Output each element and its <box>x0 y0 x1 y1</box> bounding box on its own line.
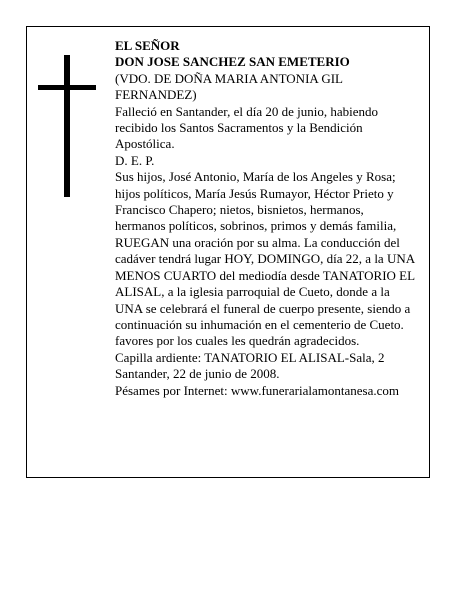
widow-line: (VDO. DE DOÑA MARIA ANTONIA GIL FERNANDEZ) <box>115 70 343 103</box>
dep-line: D. E. P. <box>115 152 155 168</box>
death-announcement: Falleció en Santander, el día 20 de junio, habiendo recibido los Santos Sacramentos y la Bendición Apostólica. <box>115 103 379 152</box>
deceased-name: DON JOSE SANCHEZ SAN EMETERIO <box>115 54 350 70</box>
cross-icon <box>64 55 70 197</box>
family-paragraph: Sus hijos, José Antonio, María de los Angeles y Rosa; hijos políticos, María Jesús Rumayor, Héctor Prieto y Francisco Chapero; nietos, bisnietos, hermanos, hermanos políticos, sobrinos, primos y demás familia, RUEGAN una oración por su alma. La conducción del cadáver tendrá lugar HOY, DOMINGO, día 22, a la UNA MENOS CUARTO del mediodía desde TANATORIO EL ALISAL, a la iglesia parroquial de Cueto, donde a la UNA se celebrará el funeral de cuerpo presente, siendo a continuación su inhumación en el cementerio de Cueto. favores por los cuales les quedrán agradecidos. <box>115 169 415 349</box>
condolences-line: Pésames por Internet: www.funerarialamontanesa.com <box>115 382 399 398</box>
date-line: Santander, 22 de junio de 2008. <box>115 366 280 382</box>
chapel-line: Capilla ardiente: TANATORIO EL ALISAL-Sala, 2 <box>115 349 385 365</box>
notice-title: EL SEÑOR <box>115 38 180 53</box>
obituary-text <box>115 38 415 399</box>
cross-icon-bar <box>38 85 96 90</box>
